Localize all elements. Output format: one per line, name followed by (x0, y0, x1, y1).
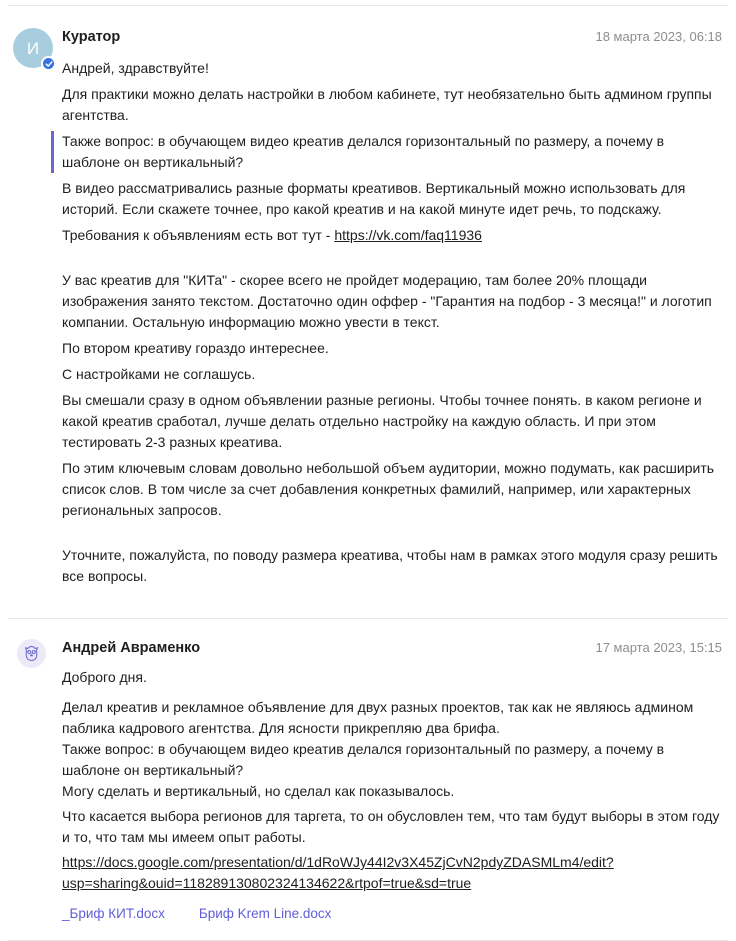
attachment-file-brief-kit[interactable]: _Бриф КИТ.docx (62, 906, 165, 921)
paragraph-with-link (62, 852, 722, 894)
paragraph-line: Делал креатив и рекламное объявление для двух разных проектов, так как не являюсь админом паблика кадрового агентства. Для ясности прикрепляю два брифа. (62, 699, 694, 736)
message-header (62, 619, 722, 657)
owl-icon (21, 643, 42, 664)
paragraph-line: Могу сделать и вертикальный, но сделал как показывалось. (62, 783, 455, 799)
attachment-file-brief-krem-line[interactable]: Бриф Krem Line.docx (198, 906, 332, 921)
link-line: usp=sharing&ouid=118289130802324134622&rtpof=true&sd=true (62, 875, 472, 891)
vk-faq-link[interactable]: https://vk.com/faq11936 (334, 227, 482, 243)
message-date: 17 марта 2023, 15:15 (595, 640, 722, 655)
paragraph-closing: Уточните, пожалуйста, по поводу размера креатива, чтобы нам в рамках этого модуля сразу решить все вопросы. (62, 547, 718, 584)
message-curator (0, 6, 736, 618)
paragraph-greeting: Доброго дня. (62, 669, 147, 685)
author-name[interactable]: Куратор (62, 29, 121, 45)
paragraph: В видео рассматривались разные форматы креативов. Вертикальный можно использовать для историй. Если скажете точнее, про какой креатив и на какой минуте идет речь, то подскажу. (62, 180, 686, 217)
andrey-avatar[interactable] (17, 639, 46, 668)
attachments-row (62, 906, 722, 936)
avatar-circle[interactable] (13, 28, 53, 68)
paragraph: Вы смешали сразу в одном объявлении разные регионы. Чтобы точнее понять. в каком регионе и какой креатив сработал, лучше делать отдельно настройку на каждую область. И при этом тестировать 2-3 разных креатива. (62, 392, 702, 450)
paragraph: По втором креативу гораздо интереснее. (62, 340, 329, 356)
message-header (62, 6, 722, 46)
paragraph: Что касается выбора регионов для таргета, то он обусловлен тем, что там будут выборы в этом году и то, что там мы имеем опыт работы. (62, 808, 720, 845)
quoted-question: Также вопрос: в обучающем видео креатив делался горизонтальный по размеру, а почему в шаблоне он вертикальный? (51, 131, 722, 173)
paragraph-line: Также вопрос: в обучающем видео креатив делался горизонтальный по размеру, а почему в шаблоне он вертикальный? (62, 741, 665, 778)
paragraph: По этим ключевым словам довольно небольшой объем аудитории, можно подумать, как расширить список слов. В том числе за счет добавления конкретных фамилий, например, или характерных региональных запросов. (62, 460, 715, 518)
curator-avatar[interactable] (13, 28, 53, 68)
avatar-letter: И (26, 38, 40, 58)
author-name[interactable]: Андрей Авраменко (62, 640, 201, 656)
paragraph: Для практики можно делать настройки в любом кабинете, тут необязательно быть админом группы агентства. (62, 86, 712, 123)
comment-thread (0, 5, 736, 921)
paragraph: У вас креатив для "КИТа" - скорее всего не пройдет модерацию, там более 20% площади изображения занято текстом. Достаточно один оффер - "Гарантия на подбор - 3 месяца!" и логотип компании. Остальную информацию можно увести в текст. (62, 272, 712, 330)
link-prefix-text: Требования к объявлениям есть вот тут - (62, 227, 335, 243)
paragraph: С настройками не соглашусь. (62, 366, 256, 382)
google-docs-presentation-link[interactable] (62, 852, 722, 894)
paragraph-multiline (62, 697, 722, 802)
paragraph-with-link (62, 225, 722, 246)
link-line: https://docs.google.com/presentation/d/1dRoWJy44I2v3X45ZjCvN2pdyZDASMLm4/edit? (62, 854, 614, 870)
avatar-circle[interactable] (17, 639, 46, 668)
paragraph-greeting: Андрей, здравствуйте! (62, 60, 209, 76)
message-date: 18 марта 2023, 06:18 (595, 29, 722, 44)
message-andrey (0, 619, 736, 940)
verified-check-icon (41, 56, 56, 71)
